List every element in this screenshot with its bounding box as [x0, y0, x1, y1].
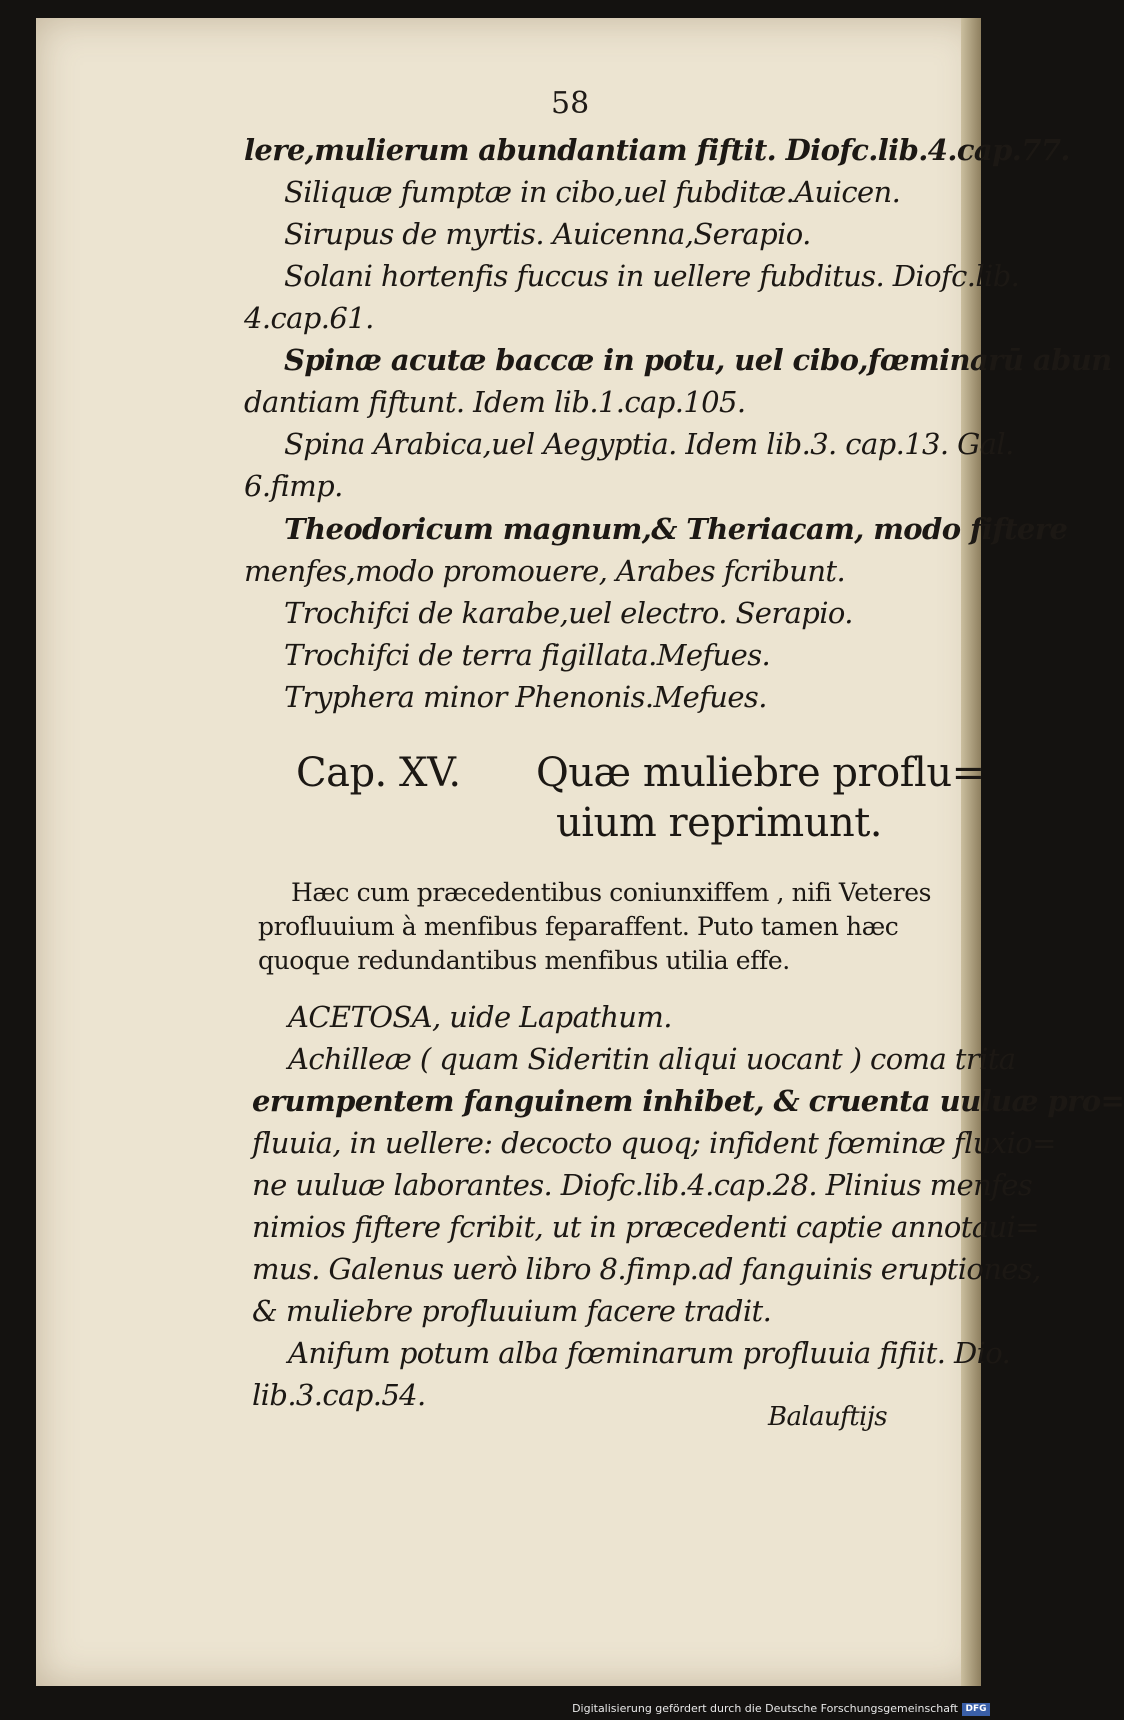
entry-line: ACETOSA, uide Lapathum.	[288, 1000, 672, 1034]
entry-line: nimios fiftere fcribit, ut in præcedenti captie annotaui=	[252, 1210, 1039, 1244]
entry-line: & muliebre profluuium facere tradit.	[252, 1294, 772, 1328]
intro-line: Hæc cum præcedentibus coniunxiffem , nifi Veteres	[291, 878, 932, 907]
page-number: 58	[551, 86, 590, 121]
dfg-logo: DFG	[962, 1703, 990, 1716]
text-line: menfes,modo promouere, Arabes fcribunt.	[244, 554, 846, 588]
text-line: Siliquæ fumptæ in cibo,uel fubditæ.Auicen.	[284, 175, 901, 209]
text-line: Spinæ acutæ baccæ in potu, uel cibo,fœminarū abun	[284, 343, 1112, 377]
text-line: Trochifci de terra figillata.Mefues.	[284, 638, 771, 672]
text-line: 4.cap.61.	[244, 301, 374, 335]
text-line: Spina Arabica,uel Aegyptia. Idem lib.3. cap.13. Gal.	[284, 427, 1014, 461]
chapter-title-line-1: Quæ muliebre proflu=	[536, 750, 985, 796]
entry-line: ne uuluæ laborantes. Diofc.lib.4.cap.28. Plinius menfes	[252, 1168, 1033, 1202]
entry-line: erumpentem fanguinem inhibet, & cruenta uuluæ pro=	[252, 1084, 1124, 1118]
text-line: Tryphera minor Phenonis.Mefues.	[284, 680, 767, 714]
entry-line: fluuia, in uellere: decocto quoq; infident fœminæ fluxio=	[252, 1126, 1056, 1160]
intro-line: quoque redundantibus menfibus utilia effe.	[258, 946, 790, 975]
text-line: Sirupus de myrtis. Auicenna,Serapio.	[284, 217, 811, 251]
chapter-label: Cap. XV.	[296, 750, 461, 796]
footer-credit: Digitalisierung gefördert durch die Deutsche Forschungsgemeinschaft	[572, 1702, 958, 1715]
chapter-title-line-2: uium reprimunt.	[556, 800, 883, 846]
entry-line: Achilleæ ( quam Sideritin aliqui uocant ) coma trita	[288, 1042, 1016, 1076]
text-line: Trochifci de karabe,uel electro. Serapio.	[284, 596, 853, 630]
entry-line: mus. Galenus uerò libro 8.fimp.ad fanguinis eruptiones,	[252, 1252, 1041, 1286]
catchword: Balauftijs	[768, 1402, 887, 1432]
entry-line: Anifum potum alba fœminarum profluuia fifiit. Dio.	[288, 1336, 1011, 1370]
entry-line: lib.3.cap.54.	[252, 1378, 426, 1412]
text-line: Solani hortenfis fuccus in uellere fubditus. Diofc.lib.	[284, 259, 1020, 293]
book-page	[36, 18, 1124, 1686]
text-line: dantiam fiftunt. Idem lib.1.cap.105.	[244, 385, 746, 419]
text-line: 6.fimp.	[244, 469, 343, 503]
text-line: lere,mulierum abundantiam fiftit. Diofc.lib.4.cap.77.	[244, 133, 1070, 167]
text-line: Theodoricum magnum,& Theriacam, modo fiftere	[284, 512, 1068, 546]
intro-line: profluuium à menfibus feparaffent. Puto tamen hæc	[258, 912, 899, 941]
